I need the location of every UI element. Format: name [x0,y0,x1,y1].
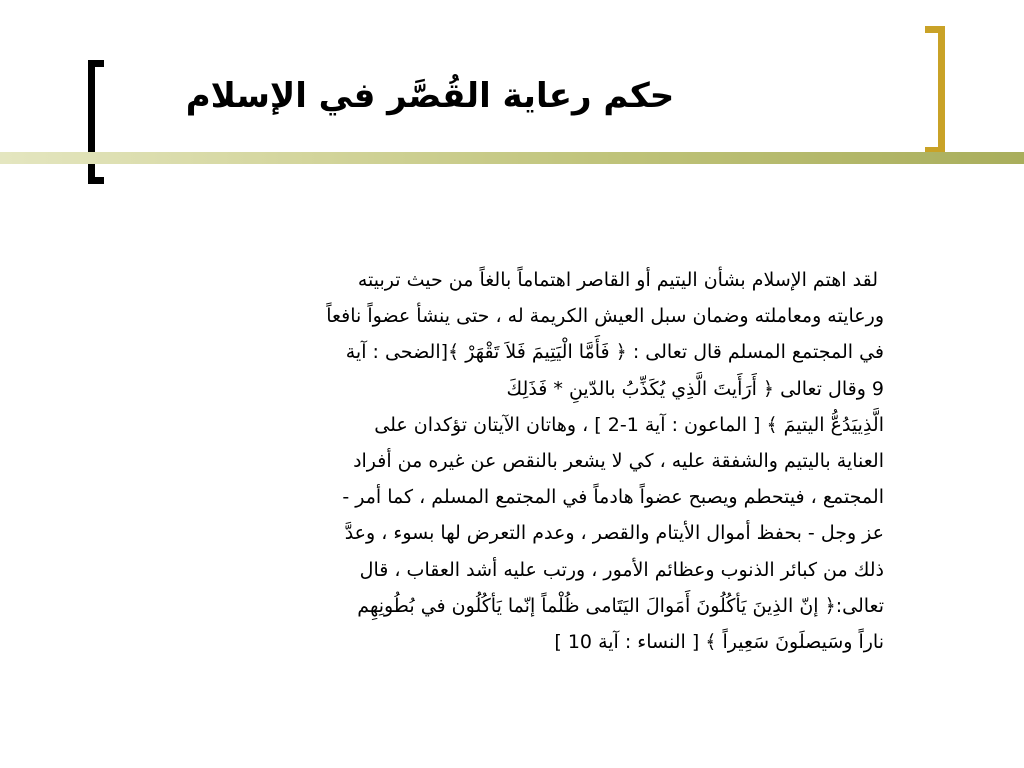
body-line: 9 وقال تعالى ﴿ أَرَأَيتَ الَّذِي يُكَذِّبُ بالدّينِ * فَذَلِكَ [506,377,884,400]
left-bracket-decoration [88,60,104,184]
body-line: في المجتمع المسلم قال تعالى : ﴿ فَأَمَّا الْيَتِيمَ فَلاَ تَقْهَرْ ﴾[الضحى : آية [345,341,884,364]
body-line: العناية باليتيم والشفقة عليه ، كي لا يشعر بالنقص عن غيره من أفراد [353,450,884,473]
body-line: ورعايته ومعاملته وضمان سبل العيش الكريمة له ، حتى ينشأ عضواً نافعاً [326,305,884,328]
body-line: الَّذِييَدُعُّ اليتيمَ ﴾ [ الماعون : آية 1-2 ] ، وهاتان الآيتان تؤكدان على [374,413,884,436]
title-underline-bar [0,152,1024,164]
body-paragraph [84,262,884,660]
right-bracket-decoration [925,26,945,154]
body-line: ناراً وسَيصلَونَ سَعِيراً ﴾ [ النساء : آية 10 ] [554,631,884,654]
body-line: تعالى:﴿ إنّ الذِينَ يَأكُلُونَ أَمَوالَ اليَتَامى ظُلْماً إنّما يَأكُلُون في بُطُونِهِم [357,594,884,617]
slide-title: حكم رعاية القُصَّر في الإسلام [185,76,675,116]
body-line: لقد اهتم الإسلام بشأن اليتيم أو القاصر اهتماماً بالغاً من حيث تربيته [357,269,878,291]
body-line: ذلك من كبائر الذنوب وعظائم الأمور ، ورتب عليه أشد العقاب ، قال [359,558,884,581]
body-line: المجتمع ، فيتحطم ويصبح عضواً هادماً في المجتمع المسلم ، كما أمر - [342,486,884,509]
body-line: عز وجل - بحفظ أموال الأيتام والقصر ، وعدم التعرض لها بسوء ، وعدَّ [344,522,884,545]
